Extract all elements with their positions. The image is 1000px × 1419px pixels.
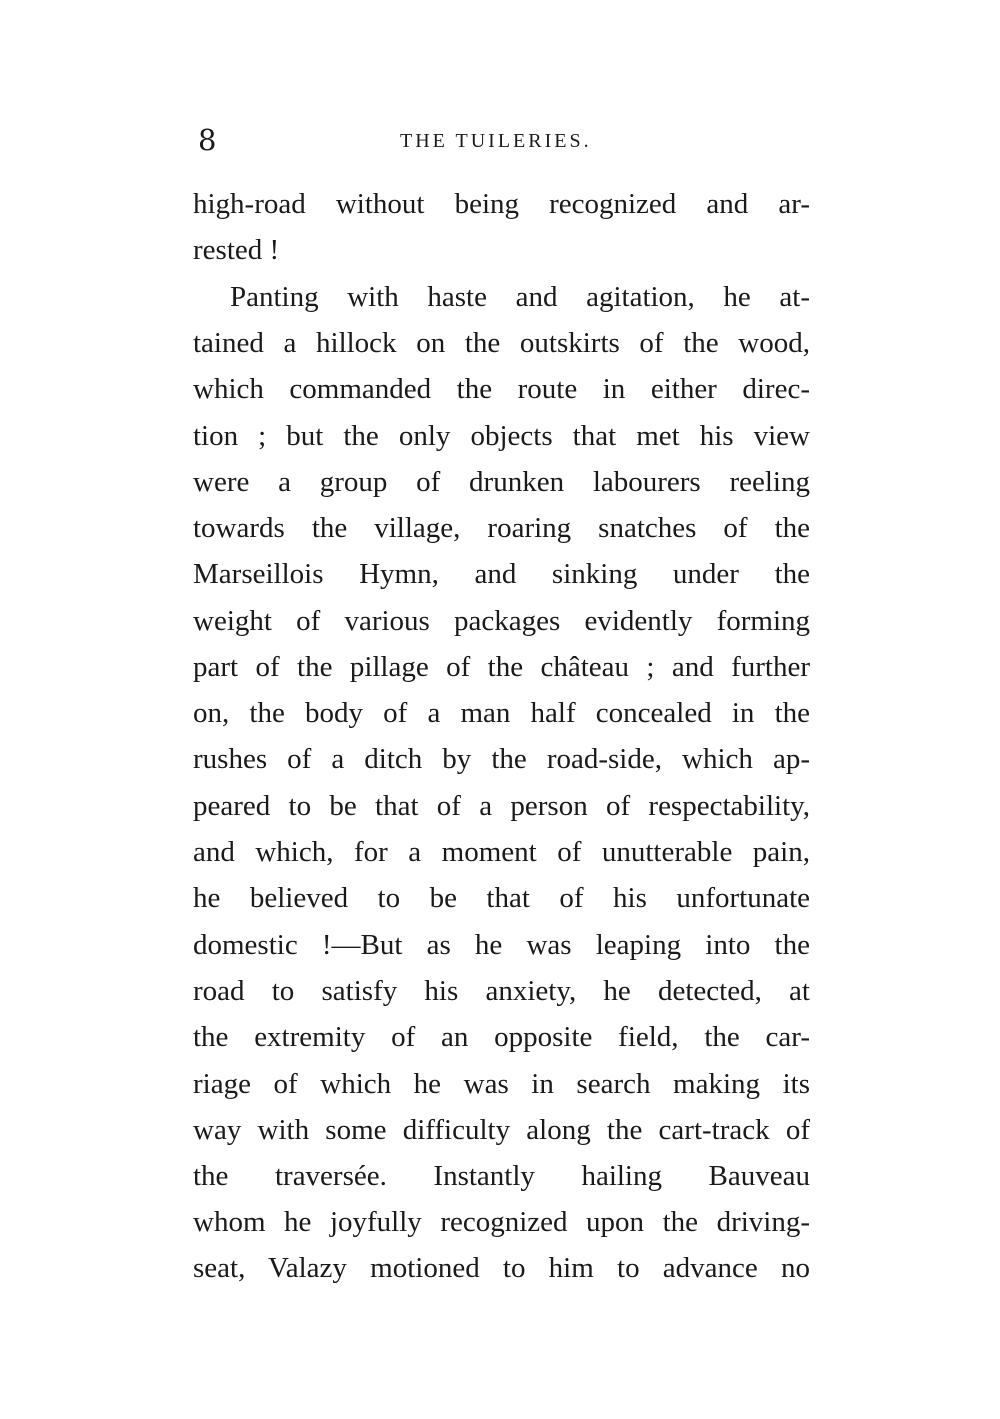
text-line: which commanded the route in either direc-	[193, 373, 810, 405]
text-line: rushes of a ditch by the road-side, which ap-	[193, 743, 810, 775]
text-line: tion ; but the only objects that met his view	[193, 420, 810, 452]
text-line: riage of which he was in search making its	[193, 1068, 810, 1100]
text-line: the traversée. Instantly hailing Bauveau	[193, 1160, 810, 1192]
text-line: high-road without being recognized and ar-	[193, 188, 810, 220]
running-title: THE TUILERIES.	[400, 130, 592, 152]
text-line: seat, Valazy motioned to him to advance no	[193, 1252, 810, 1284]
text-line: and which, for a moment of unutterable pain,	[193, 836, 810, 868]
text-line: way with some difficulty along the cart-track of	[193, 1114, 810, 1146]
page-number: 8	[198, 123, 217, 157]
text-line: domestic !—But as he was leaping into the	[193, 929, 810, 961]
text-line: the extremity of an opposite field, the car-	[193, 1021, 810, 1053]
text-line: whom he joyfully recognized upon the driving-	[193, 1206, 810, 1238]
text-line: Marseillois Hymn, and sinking under the	[193, 558, 810, 590]
text-line: weight of various packages evidently forming	[193, 605, 810, 637]
text-line: towards the village, roaring snatches of the	[193, 512, 810, 544]
text-line: rested !	[193, 234, 280, 266]
text-line: were a group of drunken labourers reeling	[193, 466, 810, 498]
text-line: peared to be that of a person of respectability,	[193, 790, 810, 822]
text-line: on, the body of a man half concealed in the	[193, 697, 810, 729]
text-line: tained a hillock on the outskirts of the wood,	[193, 327, 810, 359]
paragraph-start-line: Panting with haste and agitation, he at-	[230, 281, 810, 313]
text-line: part of the pillage of the château ; and further	[193, 651, 810, 683]
text-line: road to satisfy his anxiety, he detected, at	[193, 975, 810, 1007]
text-line: he believed to be that of his unfortunate	[193, 882, 810, 914]
